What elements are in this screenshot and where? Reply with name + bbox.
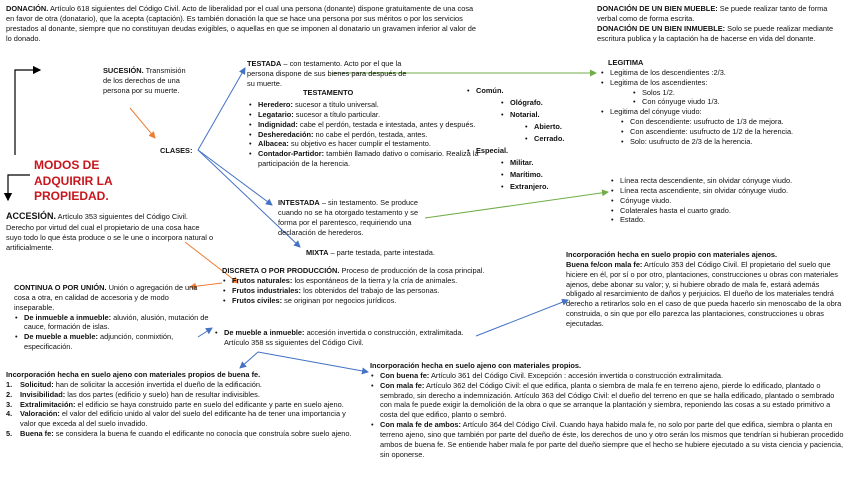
testamento-list	[248, 100, 480, 169]
list-item: • Frutos industriales: los obtenidos del trabajo de las personas.	[222, 286, 522, 296]
list-item: • Frutos civiles: se originan por negocios jurídicos.	[222, 296, 522, 306]
list-item: • Con buena fe: Artículo 361 del Código Civil. Excepción : accesión invertida o construcción extralimitada.	[370, 371, 844, 381]
tipo-especial: • Especial.	[466, 146, 508, 156]
sucesion-block	[103, 66, 191, 96]
list-item: 2. Invisibilidad: las dos partes (edificio y suelo) han de resultar indivisibles.	[6, 389, 260, 399]
list-item: • Legatario: sucesor a título particular.	[248, 110, 480, 120]
discreta-title: DISCRETA O POR PRODUCCIÓN.	[222, 266, 340, 275]
tipo-maritimo: • Marítimo.	[500, 170, 543, 180]
tipo-militar: • Militar.	[500, 158, 533, 168]
intestada-text: – sin testamento. Se produce cuando no se ha otorgado testamento y se forma por el parentesco, requiriendo una declaración de herederos.	[278, 198, 419, 237]
arrow-mueble-propio-ajeno	[476, 300, 568, 336]
legitima-title: LEGITIMA	[608, 58, 644, 67]
ajeno-buena-title: Incorporación hecha en suelo ajeno con materiales propios de buena fe.	[6, 370, 261, 379]
list-item: 1. Solicitud: han de solicitar la accesión invertida el dueño de la edificación.	[6, 379, 262, 389]
list-item: • Colaterales hasta el cuarto grado.	[610, 206, 844, 216]
list-item: • Legitima de los descendientes :2/3.	[600, 68, 844, 78]
list-item: • Contador-Partidor: también llamado dativo o comisario. Realiza la participación de la herencia.	[248, 149, 480, 169]
list-item: • Indignidad: cabe el perdón, testada e intestada, antes y después.	[248, 120, 480, 130]
testada-title: TESTADA	[247, 59, 282, 68]
clases-label: CLASES:	[160, 146, 193, 155]
list-item: • Estado.	[610, 215, 844, 225]
donacion-text: Artículo 618 siguientes del Código Civil. Acto de liberalidad por el cual una persona (donante) dispone gratuitamente de una cosa en favor de otra (donatario), que la acepta (captación). Es también donación la que se hace una persona por sus méritos o por los servicios prestados al donante, siempre que no constituyan deudas exigibles, o aquellas en que se imponen al donatario un gravamen inferior al valor de lo donado.	[6, 4, 477, 43]
orden-block	[610, 176, 844, 225]
list-item: • Legitima del cónyuge viudo:	[600, 107, 844, 117]
list-item: 3. Extralimitación: el edificio se haya construido parte en suelo del edificante y parte en suelo ajeno.	[6, 399, 344, 409]
sucesion-text: Transmisión de los derechos de una persona por su muerte.	[103, 66, 186, 95]
modos-title: MODOS DE ADQUIRIR LA PROPIEDAD.	[34, 158, 113, 204]
list-item: • Con mala fe: Artículo 362 del Código Civil: el que edifica, planta o siembra de mala fe en terreno ajeno, pierde lo edificado, plantado o sembrado, sin derecho a indemnización. Artículo 363 del Código Civil: el dueño del terreno en que se halla edificado, plantado o sembrado con mala fe puede exigir la demolición de la obra o que se arranque la plantación y siembra, reponiendo las cosas a su estado primitivo a costa del que edifico, planto o sembró.	[370, 381, 844, 420]
propio-ajeno-text: Artículo 353 del Código Civil. El propietario del suelo que hiciere en él, por sí o por otro, plantaciones, construcciones u obras con materiales ajenos, debe abonar su valor; y, si hubiere obrado de mala fe, estará además obligado al resarcimiento de daños y perjuicios. El dueño de los materiales tendrá derecho a retirarlos solo en el caso de que pueda hacerlo sin menoscabo de la obra construida, o sin que por ello parezca las plantaciones, construcciones u obras ejecutadas.	[566, 259, 842, 328]
legitima-block	[600, 58, 844, 147]
intestada-block	[278, 198, 428, 237]
tipo-olografo: • Ológrafo.	[500, 98, 543, 108]
list-item: • Con cónyuge viudo 1/3.	[632, 97, 844, 107]
list-item: • Solos 1/2.	[632, 88, 844, 98]
list-item: • Heredero: sucesor a título universal.	[248, 100, 480, 110]
list-item: • Legitima de los ascendientes:	[600, 78, 844, 88]
list-item: • De mueble a inmueble: accesión invertida o construcción, extralimitada. Artículo 358 ss siguientes del Código Civil.	[214, 328, 464, 348]
arrow-up-donacion	[15, 70, 40, 155]
arrow-mueble-buena-fe	[240, 352, 258, 368]
arrow-mueble-ajeno-propios	[258, 352, 368, 372]
tipo-cerrado: • Cerrado.	[524, 134, 564, 144]
list-item: • Desheredación: no cabe el perdón, testada, antes.	[248, 130, 480, 140]
testada-block	[247, 59, 415, 89]
ajeno-buena-block	[6, 370, 356, 439]
continua-block	[14, 283, 210, 352]
accesion-title: ACCESIÓN.	[6, 211, 57, 221]
mixta-block	[306, 248, 466, 258]
discreta-block	[222, 266, 522, 305]
sucesion-title: SUCESIÓN.	[103, 66, 144, 75]
accesion-text: Artículo 353 siguientes del Código Civil. Derecho por virtud del cual el propietario de una cosa hace suyo todo lo que ésta produce o se le une o incorpora natural o artificialmente.	[6, 212, 214, 252]
tipo-extranjero: • Extranjero.	[500, 182, 549, 192]
ajeno-propios-title: Incorporación hecha en suelo ajeno con materiales propios.	[370, 361, 582, 370]
list-item: • Línea recta ascendiente, sin olvidar cónyuge viudo.	[610, 186, 844, 196]
continua-title: CONTINUA O POR UNIÓN.	[14, 283, 107, 292]
list-item: • Con descendiente: usufructo de 1/3 de mejora.	[620, 117, 844, 127]
testamento-title: TESTAMENTO	[303, 88, 354, 97]
propio-ajeno-term: Buena fe/con mala fe:	[566, 259, 643, 269]
tipo-abierto: • Abierto.	[524, 122, 562, 132]
tipo-comun: • Común.	[466, 86, 504, 96]
donacion-title: DONACIÓN.	[6, 4, 49, 13]
bien-mueble-block	[597, 4, 843, 43]
bien-inmueble-text: Solo se puede realizar mediante escritura publica y la captación ha de hacerse en vida del donante.	[597, 23, 834, 43]
list-item: • De inmueble a inmueble: aluvión, alusión, mutación de cauce, formación de islas.	[14, 313, 210, 333]
list-item: • Con ascendiente: usufructo de 1/2 de la herencia.	[620, 127, 844, 137]
bien-mueble-title: DONACIÓN DE UN BIEN MUEBLE:	[597, 4, 718, 13]
list-item: • De mueble a mueble: adjunción, conmixtión, especificación.	[14, 332, 210, 352]
mixta-text: – parte testada, parte intestada.	[330, 248, 435, 257]
list-item: • Con mala fe de ambos: Artículo 364 del Código Civil. Cuando haya habido mala fe, no solo por parte del que edifica, siembra o planta en terreno ajeno, sino que también por parte del dueño de éste, los derechos de uno y otro serán los mismos que tendrían si hubieran procedido ambos de buena fe. Se entiende haber mala fe por parte del dueño siempre que el hecho se hubiere ejecutado a su vista ciencia y paciencia, sin oponerse.	[370, 420, 844, 459]
arrow-clases-testada	[198, 68, 245, 150]
list-item: • Solo: usufructo de 2/3 de la herencia.	[620, 137, 844, 147]
bien-inmueble-title: DONACIÓN DE UN BIEN INMUEBLE:	[597, 23, 726, 33]
continua-text: Unión o agregación de una cosa a otra, en calidad de accesoria y de modo inseparable.	[14, 283, 198, 312]
propio-ajeno-title: Incorporación hecha en suelo propio con materiales ajenos.	[566, 250, 778, 259]
ajeno-propios-block	[370, 361, 844, 459]
discreta-text: Proceso de producción de la cosa principal.	[341, 266, 485, 275]
mueble-inmueble-block	[214, 328, 464, 348]
arrow-down-accesion	[8, 175, 30, 200]
bien-mueble-text: Se puede realizar tanto de forma verbal como de forma escrita.	[597, 4, 828, 23]
propio-ajeno-block	[566, 250, 844, 329]
mixta-title: MIXTA	[306, 248, 329, 257]
accesion-block	[6, 211, 216, 253]
arrow-intestada-orden	[425, 192, 608, 218]
testada-text: – con testamento. Acto por el que la persona dispone de sus bienes para después de su muerte.	[247, 59, 407, 88]
list-item: • Línea recta descendiente, sin olvidar cónyuge viudo.	[610, 176, 844, 186]
list-item: 4. Valoración: el valor del edificio unido al valor del suelo del edificante ha de tener una importancia y valor que exceda al del suelo invadido.	[6, 409, 346, 429]
intestada-title: INTESTADA	[278, 198, 320, 207]
list-item: • Cónyuge viudo.	[610, 196, 844, 206]
list-item: • Albacea: su objetivo es hacer cumplir el testamento.	[248, 139, 480, 149]
donacion-block	[6, 4, 482, 43]
tipo-notarial: • Notarial.	[500, 110, 540, 120]
list-item: • Frutos naturales: los espontáneos de la tierra y la cría de animales.	[222, 276, 522, 286]
arrow-sucesion-clases	[130, 108, 155, 138]
list-item: 5. Buena fe: se considera la buena fe cuando el edificante no conocía que construía sobre suelo ajeno.	[6, 429, 352, 439]
